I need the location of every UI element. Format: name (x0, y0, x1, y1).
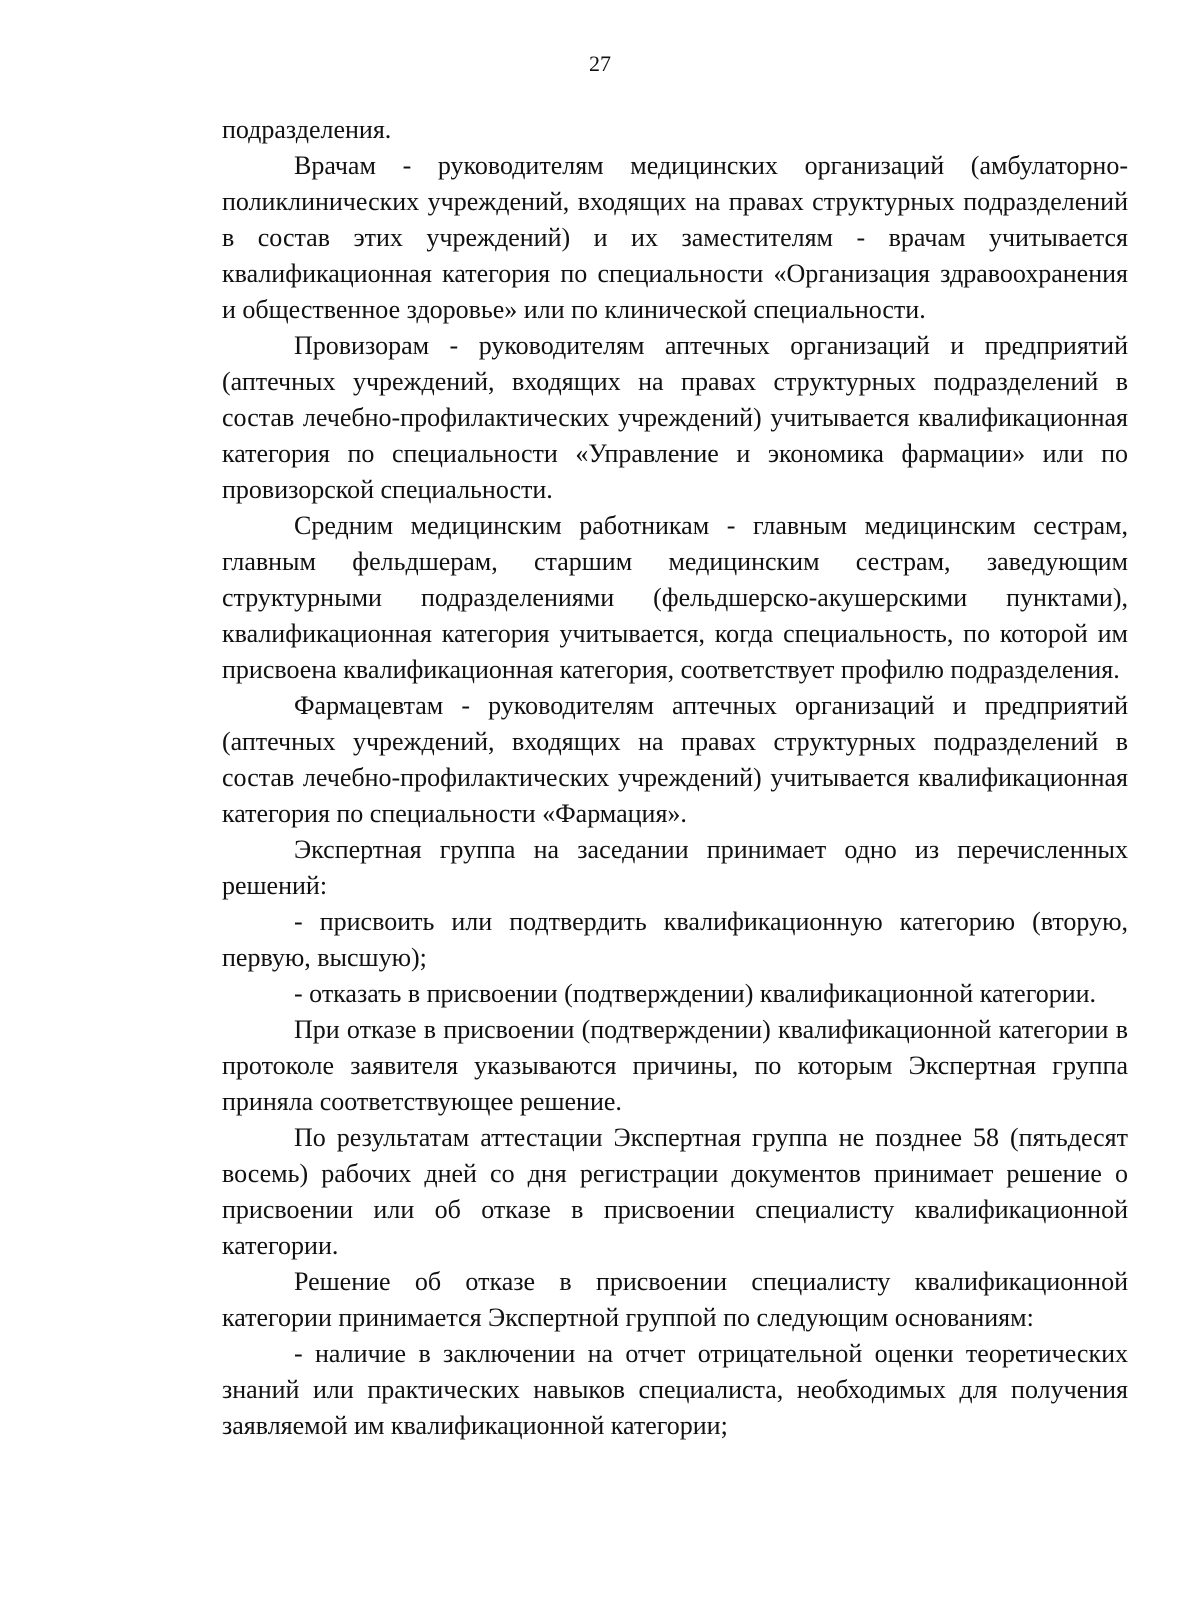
paragraph-attestation-deadline: По результатам аттестации Экспертная группа не позднее 58 (пятьдесят восемь) рабочих дней со дня регистрации документов принимает решение о присвоении или об отказе в присвоении специалисту квалификационной категории. (222, 1123, 1128, 1260)
paragraph-pharmacy-assistants: Фармацевтам - руководителям аптечных организаций и предприятий (аптечных учреждений, входящих на правах структурных подразделений в состав лечебно-профилактических учреждений) учитывается квалификационная категория по специальности «Фармация». (222, 691, 1128, 828)
document-body (222, 112, 1128, 1444)
list-item-refuse: - отказать в присвоении (подтверждении) квалификационной категории. (294, 979, 1097, 1008)
paragraph-doctors: Врачам - руководителям медицинских организаций (амбулаторно-поликлинических учреждений, входящих на правах структурных подразделений в состав этих учреждений) и их заместителям - врачам учитывается квалификационная категория по специальности «Организация здравоохранения и общественное здоровье» или по клинической специальности. (222, 151, 1128, 324)
list-item-assign-confirm: - присвоить или подтвердить квалификационную категорию (вторую, первую, высшую); (222, 907, 1128, 972)
paragraph-pharmacists-heads: Провизорам - руководителям аптечных организаций и предприятий (аптечных учреждений, входящих на правах структурных подразделений в состав лечебно-профилактических учреждений) учитывается квалификационная категория по специальности «Управление и экономика фармации» или по провизорской специальности. (222, 331, 1128, 504)
paragraph-refusal-reasons: При отказе в присвоении (подтверждении) квалификационной категории в протоколе заявителя указываются причины, по которым Экспертная группа приняла соответствующее решение. (222, 1015, 1128, 1116)
paragraph-continuation: подразделения. (222, 115, 392, 144)
paragraph-refusal-grounds: Решение об отказе в присвоении специалисту квалификационной категории принимается Экспертной группой по следующим основаниям: (222, 1267, 1128, 1332)
paragraph-nursing-staff: Средним медицинским работникам - главным медицинским сестрам, главным фельдшерам, старшим медицинским сестрам, заведующим структурными подразделениями (фельдшерско-акушерскими пунктами), квалификационная категория учитывается, когда специальность, по которой им присвоена квалификационная категория, соответствует профилю подразделения. (222, 511, 1128, 684)
page-number: 27 (589, 51, 611, 76)
list-item-negative-assessment: - наличие в заключении на отчет отрицательной оценки теоретических знаний или практических навыков специалиста, необходимых для получения заявляемой им квалификационной категории; (222, 1339, 1128, 1440)
paragraph-expert-group-decisions: Экспертная группа на заседании принимает одно из перечисленных решений: (222, 835, 1128, 900)
